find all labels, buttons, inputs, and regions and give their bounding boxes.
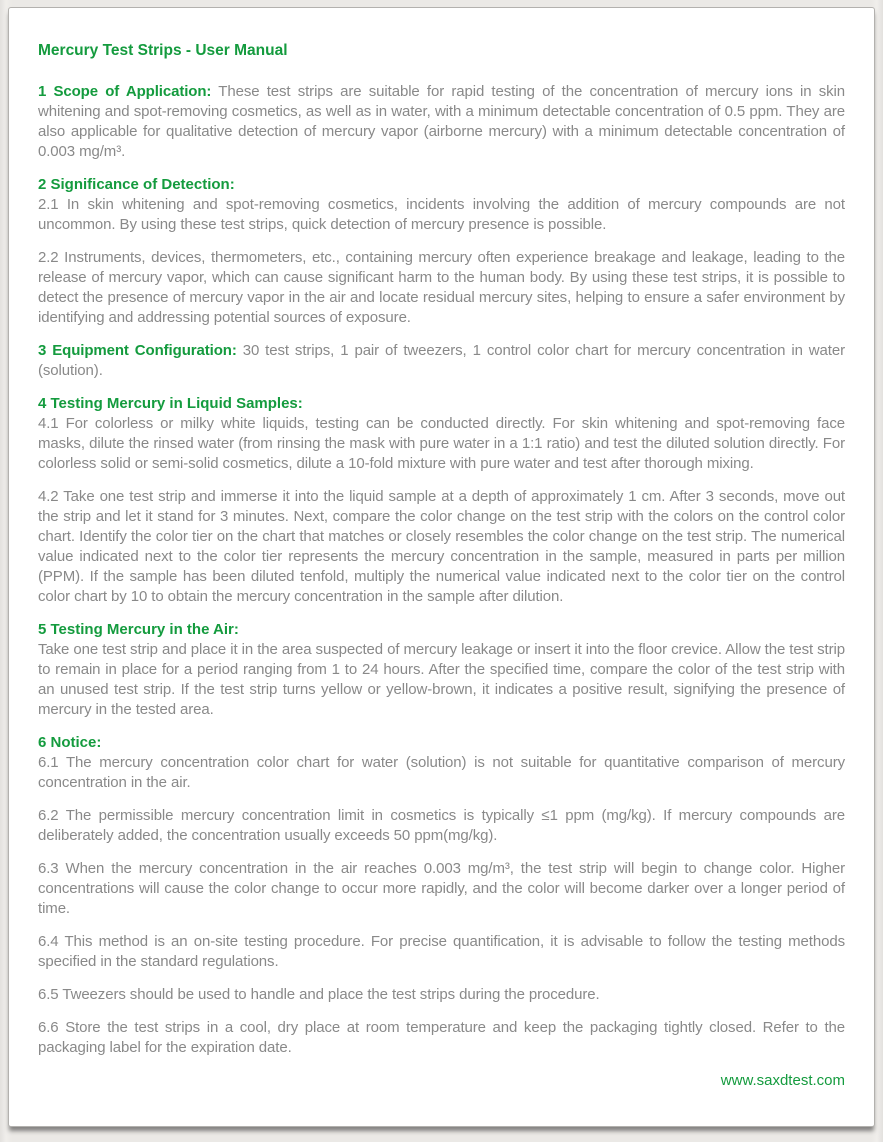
section-6-heading: 6 Notice: (38, 734, 102, 751)
section-3-paragraph (38, 341, 845, 381)
section-4-heading: 4 Testing Mercury in Liquid Samples: (38, 395, 303, 412)
paragraph-6-5: 6.5 Tweezers should be used to handle and place the test strips during the procedure. (38, 986, 600, 1003)
section-5-heading: 5 Testing Mercury in the Air: (38, 621, 239, 638)
paragraph-5-1: Take one test strip and place it in the area suspected of mercury leakage or insert it into the floor crevice. Allow the test strip to remain in place for a period ranging from 1 to 24 hours. After the specified time, compare the color of the test strip with an unused test strip. If the test strip turns yellow or yellow-brown, it indicates a positive result, signifying the presence of mercury in the tested area. (38, 641, 845, 718)
paragraph-2-1: 2.1 In skin whitening and spot-removing cosmetics, incidents involving the addition of mercury compounds are not uncommon. By using these test strips, quick detection of mercury presence is possible. (38, 196, 845, 233)
manual-page (8, 7, 875, 1127)
section-1-text: These test strips are suitable for rapid testing of the concentration of mercury ions in skin whitening and spot-removing cosmetics, as well as in water, with a minimum detectable concentration of 0.5 ppm. They are also applicable for qualitative detection of mercury vapor (airborne mercury) with a minimum detectable concentration of 0.003 mg/m³. (38, 83, 846, 160)
section-1-paragraph (38, 82, 845, 162)
doc-title: Mercury Test Strips - User Manual (38, 42, 288, 59)
paragraph-4-2: 4.2 Take one test strip and immerse it into the liquid sample at a depth of approximately 1 cm. After 3 seconds, move out the strip and let it stand for 3 minutes. Next, compare the color change on the test strip with the colors on the control color chart. Identify the color tier on the chart that matches or closely resembles the color change on the test strip. The numerical value indicated next to the color tier represents the mercury concentration in the sample, measured in parts per million (PPM). If the sample has been diluted tenfold, multiply the numerical value indicated next to the color tier on the control color chart by 10 to obtain the mercury concentration in the sample after dilution. (38, 488, 845, 605)
section-1-heading: 1 Scope of Application: (38, 83, 212, 100)
paragraph-6-6: 6.6 Store the test strips in a cool, dry place at room temperature and keep the packaging tightly closed. Refer to the packaging label for the expiration date. (38, 1019, 845, 1056)
paragraph-6-3: 6.3 When the mercury concentration in the air reaches 0.003 mg/m³, the test strip will begin to change color. Higher concentrations will cause the color change to occur more rapidly, and the color will become darker over a longer period of time. (38, 860, 845, 917)
page-footer (38, 1071, 845, 1091)
paragraph-6-4: 6.4 This method is an on-site testing procedure. For precise quantification, it is advisable to follow the testing methods specified in the standard regulations. (38, 933, 845, 970)
paragraph-4-1: 4.1 For colorless or milky white liquids, testing can be conducted directly. For skin whitening and spot-removing face masks, dilute the rinsed water (from rinsing the mask with pure water in a 1:1 ratio) and test the diluted solution directly. For colorless solid or semi-solid cosmetics, dilute a 10-fold mixture with pure water and test after thorough mixing. (38, 415, 845, 472)
section-3-text: 30 test strips, 1 pair of tweezers, 1 control color chart for mercury concentration in water (solution). (38, 342, 845, 379)
paragraph-2-2: 2.2 Instruments, devices, thermometers, etc., containing mercury often experience breakage and leakage, leading to the release of mercury vapor, which can cause significant harm to the human body. By using these test strips, it is possible to detect the presence of mercury vapor in the air and locate residual mercury sites, helping to ensure a safer environment by identifying and addressing potential sources of exposure. (38, 249, 845, 326)
paragraph-6-1: 6.1 The mercury concentration color chart for water (solution) is not suitable for quantitative comparison of mercury concentration in the air. (38, 754, 845, 791)
paragraph-6-2: 6.2 The permissible mercury concentration limit in cosmetics is typically ≤1 ppm (mg/kg). If mercury compounds are deliberately added, the concentration usually exceeds 50 ppm(mg/kg). (38, 807, 845, 844)
website-link[interactable]: www.saxdtest.com (720, 1072, 845, 1089)
section-2-heading: 2 Significance of Detection: (38, 176, 235, 193)
section-3-heading: 3 Equipment Configuration: (38, 342, 237, 359)
